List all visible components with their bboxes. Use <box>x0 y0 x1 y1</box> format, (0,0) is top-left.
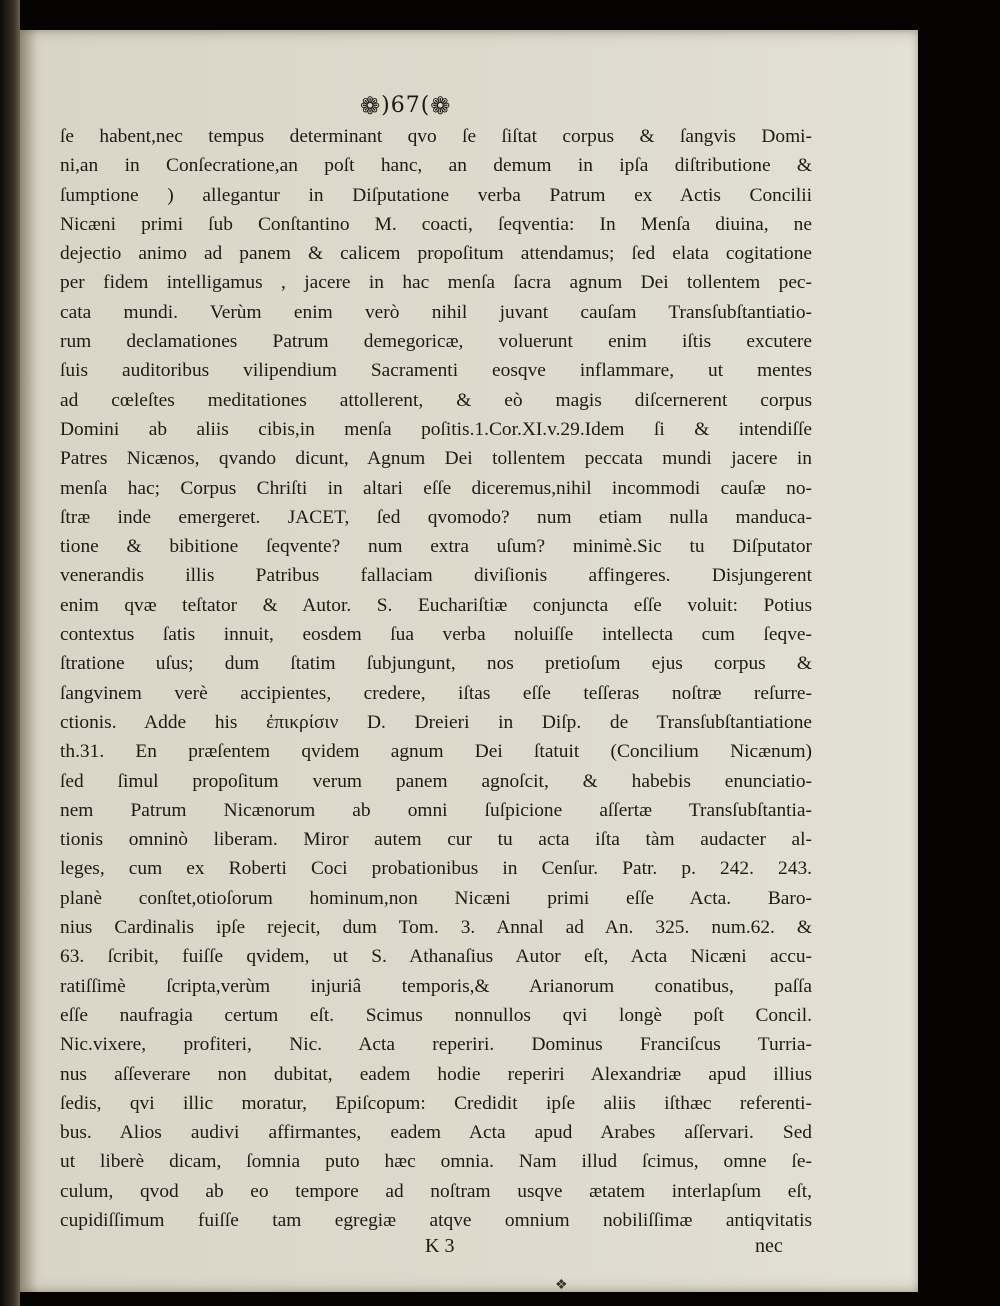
text-line: nius Cardinalis ipſe rejecit, dum Tom. 3. Annal ad An. 325. num.62. & <box>60 917 812 939</box>
text-line: tionis omninò liberam. Miror autem cur tu acta iſta tàm audacter al- <box>60 829 812 851</box>
text-line: ut liberè dicam, ſomnia puto hæc omnia. Nam illud ſcimus, omne ſe- <box>60 1151 812 1173</box>
text-line: Patres Nicænos, qvando dicunt, Agnum Dei tollentem peccata mundi jacere in <box>60 448 812 470</box>
text-line: rum declamationes Patrum demegoricæ, voluerunt enim iſtis excutere <box>60 331 812 353</box>
text-line: tione & bibitione ſeqvente? num extra uſum? minimè.Sic tu Diſputator <box>60 536 812 558</box>
text-line: ſtræ inde emergeret. JACET, ſed qvomodo? num etiam nulla manduca- <box>60 506 812 528</box>
text-line: ctionis. Adde his ἐπικρίσιν D. Dreieri in Diſp. de Transſubſtantiatione <box>60 711 812 733</box>
text-line: Nicæni primi ſub Conſtantino M. coacti, ſeqventia: In Menſa diuina, ne <box>60 213 812 235</box>
signature-mark: K 3 <box>425 1235 455 1257</box>
text-line: per fidem intelligamus , jacere in hac menſa ſacra agnum Dei tollentem pec- <box>60 272 812 294</box>
text-line: enim qvæ teſtator & Autor. S. Euchariſtiæ conjuncta eſſe voluit: Potius <box>60 594 812 616</box>
text-line: dejectio animo ad panem & calicem propoſitum attendamus; ſed elata cogitatione <box>60 243 812 265</box>
text-line: planè conſtet,otioſorum hominum,non Nicæni primi eſſe Acta. Baro- <box>60 887 812 909</box>
text-line: nus aſſeverare non dubitat, eadem hodie reperiri Alexandriæ apud illius <box>60 1063 812 1085</box>
text-line: Domini ab aliis cibis,in menſa poſitis.1.Cor.XI.v.29.Idem ſi & intendiſſe <box>60 418 812 440</box>
text-line: ratiſſimè ſcripta,verùm injuriâ temporis,& Arianorum conatibus, paſſa <box>60 975 812 997</box>
text-line: ſed ſimul propoſitum verum panem agnoſcit, & habebis enunciatio- <box>60 770 812 792</box>
page-header <box>360 92 451 120</box>
header-paren-right: ( <box>420 93 431 118</box>
text-line: cata mundi. Verùm enim verò nihil juvant cauſam Transſubſtantiatio- <box>60 301 812 323</box>
text-line: ſumptione ) allegantur in Diſputatione verba Patrum ex Actis Concilii <box>60 184 812 206</box>
text-line: ad cœleſtes meditationes attollerent, & eò magis diſcernerent corpus <box>60 389 812 411</box>
text-line: culum, qvod ab eo tempore ad noſtram usqve ætatem interlapſum eſt, <box>60 1180 812 1202</box>
text-line: bus. Alios audivi affirmantes, eadem Acta apud Arabes aſſervari. Sed <box>60 1122 812 1144</box>
text-line: 63. ſcribit, fuiſſe qvidem, ut S. Athanaſius Autor eſt, Acta Nicæni accu- <box>60 946 812 968</box>
text-line: eſſe naufragia certum eſt. Scimus nonnullos qvi longè poſt Concil. <box>60 1004 812 1026</box>
text-line: ſtratione uſus; dum ſtatim ſubjungunt, nos pretioſum ejus corpus & <box>60 653 812 675</box>
text-line: ni,an in Conſecratione,an poſt hanc, an demum in ipſa diſtributione & <box>60 155 812 177</box>
text-line: Nic.vixere, profiteri, Nic. Acta reperiri. Dominus Franciſcus Turria- <box>60 1034 812 1056</box>
text-line: ſe habent,nec tempus determinant qvo ſe ſiſtat corpus & ſangvis Domi- <box>60 126 812 147</box>
ornament-right-icon: ❁ <box>430 92 452 120</box>
text-line: ſuis auditoribus vilipendium Sacramenti eosqve inflammare, ut mentes <box>60 360 812 382</box>
bottom-ornament-icon: ❖ <box>555 1277 568 1293</box>
book-page <box>20 30 918 1292</box>
text-line: venerandis illis Patribus fallaciam diviſionis affingeres. Disjungerent <box>60 565 812 587</box>
page-number: 67 <box>390 93 421 118</box>
text-line: leges, cum ex Roberti Coci probationibus in Cenſur. Patr. p. 242. 243. <box>60 858 812 880</box>
text-line: menſa hac; Corpus Chriſti in altari eſſe diceremus,nihil incommodi cauſæ no- <box>60 477 812 499</box>
catchword: nec <box>755 1235 783 1257</box>
text-line: ſangvinem verè accipientes, credere, iſtas eſſe teſſeras noſtræ reſurre- <box>60 682 812 704</box>
text-line: ſedis, qvi illic moratur, Epiſcopum: Credidit ipſe aliis iſthæc referenti- <box>60 1092 812 1114</box>
page-body-text <box>60 122 812 1235</box>
text-line: nem Patrum Nicænorum ab omni ſuſpicione aſſertæ Transſubſtantia- <box>60 799 812 821</box>
book-spine-edge <box>0 0 20 1306</box>
ornament-left-icon: ❁ <box>360 92 382 120</box>
text-line: contextus ſatis innuit, eosdem ſua verba noluiſſe intellecta cum ſeqve- <box>60 624 812 646</box>
header-paren-left: ) <box>381 93 391 118</box>
text-line: cupidiſſimum fuiſſe tam egregiæ atqve omnium nobiliſſimæ antiqvitatis <box>60 1209 812 1231</box>
text-line: th.31. En præſentem qvidem agnum Dei ſtatuit (Concilium Nicænum) <box>60 741 812 763</box>
